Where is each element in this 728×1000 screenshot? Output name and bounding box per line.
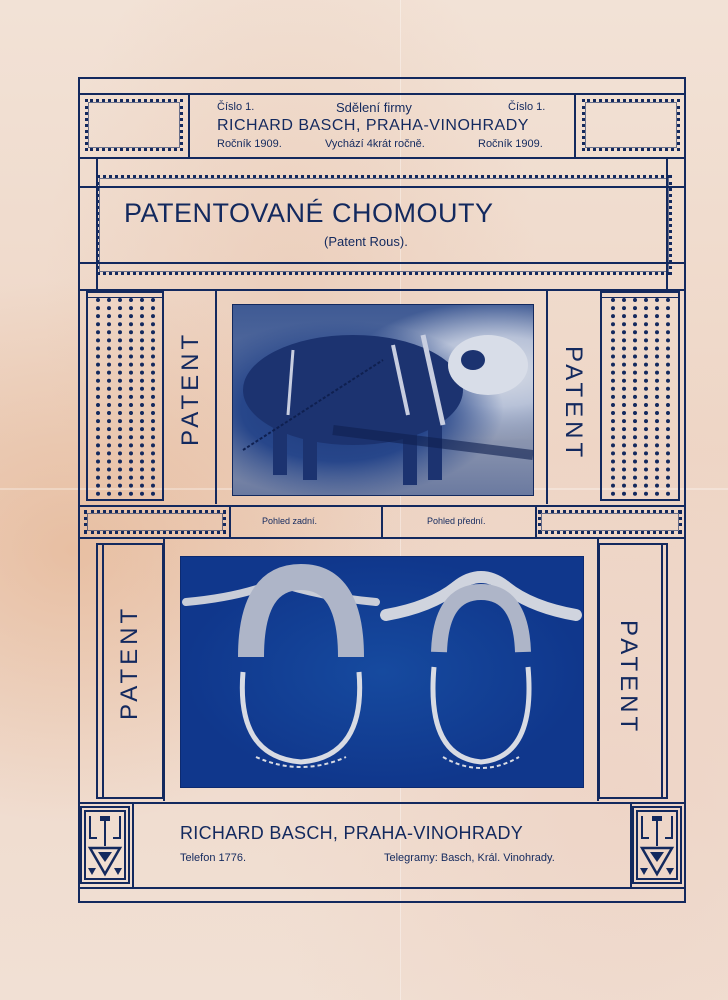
header-ornament-right (582, 99, 680, 151)
lower-right-panel-inner-rule (661, 545, 663, 797)
issue-number-left: Číslo 1. (217, 101, 255, 113)
footer-divider-left (132, 802, 134, 889)
header-divider-right (574, 93, 576, 159)
lower-right-outer-rule (684, 539, 686, 801)
upper-left-divider (215, 291, 217, 504)
footer-ornament-left (80, 806, 130, 884)
header-subtitle: Sdělení firmy (336, 100, 412, 115)
lower-left-panel-inner-rule (102, 545, 104, 797)
title-section-bottom (78, 289, 686, 291)
horse-collars-icon (181, 557, 583, 787)
upper-right-divider (546, 291, 548, 504)
footer-telegrams: Telegramy: Basch, Král. Vinohrady. (384, 852, 555, 864)
art-nouveau-heart-emblem-icon (634, 808, 680, 882)
header-bottom-rule (78, 157, 686, 159)
header-ornament-left (85, 99, 183, 151)
dotted-column (118, 298, 122, 496)
year-left: Ročník 1909. (217, 138, 282, 150)
dotted-column (611, 298, 615, 496)
dotted-column (633, 298, 637, 496)
page-subtitle: (Patent Rous). (324, 234, 408, 249)
page-title: PATENTOVANÉ CHOMOUTY (124, 198, 494, 228)
title-bottom-rule (78, 262, 686, 264)
patent-label-upper-right: PATENT (560, 346, 587, 462)
art-nouveau-heart-emblem-icon (82, 808, 128, 882)
ox-silhouette-icon (233, 305, 533, 495)
dotted-column (96, 298, 100, 496)
year-right: Ročník 1909. (478, 138, 543, 150)
patent-label-lower-right: PATENT (615, 620, 642, 736)
patent-label-upper-left: PATENT (177, 330, 204, 446)
caption-divider-center (381, 505, 383, 539)
caption-rear-view: Pohled zadní. (262, 516, 318, 526)
issue-number-right: Číslo 1. (508, 101, 546, 113)
caption-divider-right (535, 505, 537, 539)
footer-bottom-rule (78, 887, 686, 889)
footer-company: RICHARD BASCH, PRAHA-VINOHRADY (180, 823, 524, 843)
caption-ornament-left (84, 510, 226, 534)
dotted-column (151, 298, 155, 496)
footer-ornament-right (632, 806, 682, 884)
dotted-column (644, 298, 648, 496)
footer-phone: Telefon 1776. (180, 852, 247, 864)
caption-divider-left (229, 505, 231, 539)
dotted-column (655, 298, 659, 496)
ox-harness-photo (232, 304, 534, 496)
header-divider-left (188, 93, 190, 159)
dotted-column (666, 298, 670, 496)
header-company: RICHARD BASCH, PRAHA-VINOHRADY (217, 117, 529, 134)
dotted-column (129, 298, 133, 496)
horse-collar-photo (180, 556, 584, 788)
lower-left-divider (163, 539, 165, 801)
caption-ornament-right (538, 510, 682, 534)
header-top-rule (78, 93, 686, 95)
footer-top-rule (78, 802, 686, 804)
patent-label-lower-left: PATENT (116, 604, 143, 720)
header-frequency: Vychází 4krát ročně. (325, 138, 425, 150)
dotted-column (107, 298, 111, 496)
caption-front-view: Pohled přední. (427, 516, 486, 526)
title-top-rule (78, 186, 686, 188)
dotted-column (622, 298, 626, 496)
dotted-column (140, 298, 144, 496)
